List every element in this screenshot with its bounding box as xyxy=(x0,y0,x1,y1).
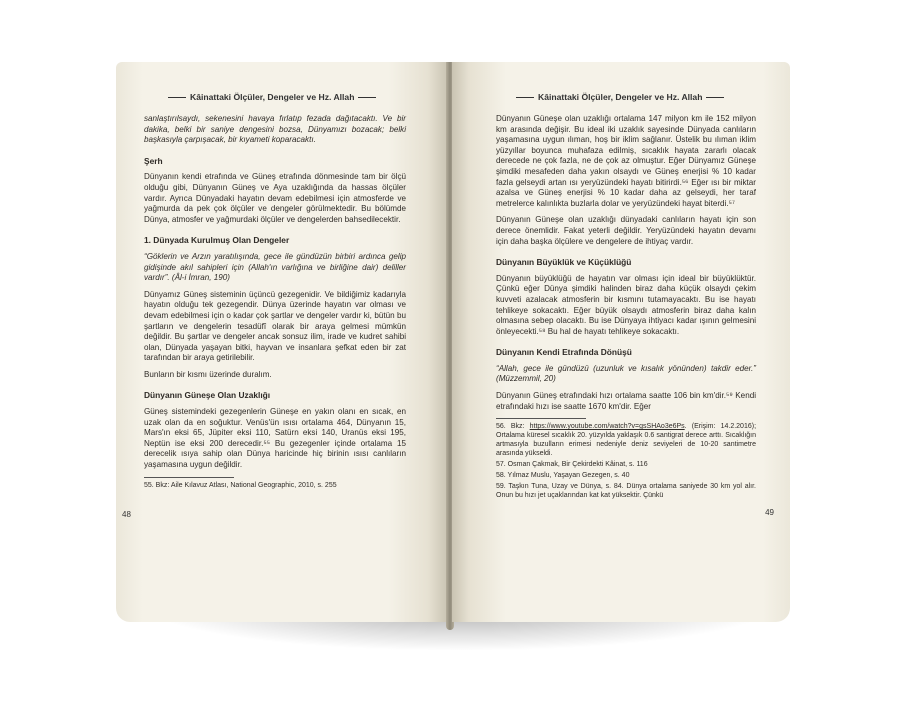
header-rule xyxy=(706,97,724,98)
header-rule xyxy=(516,97,534,98)
paragraph: Bunların bir kısmı üzerinde duralım. xyxy=(144,369,272,379)
open-book xyxy=(116,62,790,630)
paragraph: Dünyanın Güneşe olan uzaklığı ortalama 147 milyon km ile 152 milyon km arasında değişir. Bu ideal iki uzaklık sayesinde Dünyada canlıların yaşamasına uygun ılıman, hoş bir iklim sağlanır. Üstelik bu ılıman iklim yüzyıllar boyunca muhafaza edilmiş, sıcaklık hayata zararlı olacak derecede ne çok fazla, ne de çok az olmuştur. Eğer Dünyamız Güneşe şimdiki mesafeden daha yakın olsaydı ve Güneş enerjisi % 10 kadar fazla gelseydi artan ısı yeryüzündeki hayatı bitirirdi.⁵⁶ Eğer ısı bir miktar azalsa ve Güneş enerjisi % 10 kadar daha az gelseydi, her taraf metrelerce kalınlıkta buzlarla dolar ve yeryüzündeki hayat biterdi.⁵⁷ xyxy=(496,114,756,208)
footnote: 57. Osman Çakmak, Bir Çekirdekti Kâinat, s. 116 xyxy=(496,461,648,469)
paragraph: Dünyanın Güneş etrafındaki hızı ortalama saatte 106 bin km'dir.⁵⁹ Kendi etrafındaki hızı ise saatte 1670 km'dir. Eğer xyxy=(496,391,756,411)
header-text: Kâinattaki Ölçüler, Dengeler ve Hz. Allah xyxy=(190,92,355,102)
quote-paragraph: “Göklerin ve Arzın yaratılışında, gece ile gündüzün birbiri ardınca gelip gidişinde akıl sahipleri için (Allah'ın varlığına ve birliğine dair) deliller vardır”. (Âl-i İmran, 190) xyxy=(144,251,406,283)
footnote: 55. Bkz: Aile Kılavuz Atlası, National Geographic, 2010, s. 255 xyxy=(144,481,337,489)
quote-paragraph: “Allah, gece ile gündüzü (uzunluk ve kısalık yönünden) takdir eder.” (Müzzemmil, 20) xyxy=(496,363,756,384)
paragraph: Dünyanın büyüklüğü de hayatın var olması için ideal bir büyüklüktür. Çünkü eğer Dünya şimdiki halinden biraz daha küçük olsaydı çekim kuvveti azalacak atmosferin bir kısmını tutamayacaktı. Bu ise hayatı tehlikeye sokacaktı. Eğer büyük olsaydı atmosferin biraz daha kalın olmasına sebep olacaktı. Bu ise Dünyaya ihtiyacı kadar ışının gelmesini önleyecekti.⁵⁸ Bu hal de hayatı tehlikeye sokacaktı. xyxy=(496,273,756,336)
header-text: Kâinattaki Ölçüler, Dengeler ve Hz. Allah xyxy=(538,92,703,102)
footnote-rule xyxy=(496,418,586,419)
footnote: 58. Yılmaz Muslu, Yaşayan Gezegen, s. 40 xyxy=(496,472,630,480)
paragraph: sanlaştırılsaydı, sekenesini havaya fırlatıp fezada dağıtacaktı. Ve bir dakika, belki bir saniye dengesini bozsa, Dünyamızı bozacak; belki başkasıyla çarpışacak, bir kıyameti koparacaktı. xyxy=(144,114,406,145)
running-header-right xyxy=(512,92,728,102)
right-page xyxy=(452,62,790,622)
right-text-block xyxy=(496,114,756,502)
page-number: 49 xyxy=(765,508,774,517)
header-rule xyxy=(358,97,376,98)
section-heading: 1. Dünyada Kurulmuş Olan Dengeler xyxy=(144,235,290,246)
paragraph: Güneş sistemindeki gezegenlerin Güneşe en yakın olanı en sıcak, en uzak olan da en soğuktur. Venüs'ün ısısı ortalama 464, Dünyanın 15, Mars'ın eksi 65, Jüpiter eksi 110, Satürn eksi 140, Uranüs eksi 195, Neptün ise eksi 200 derecedir.⁵⁵ Bu gezegenler içinde ortalama 15 derecelik ısıya sahip olan Dünya haricinde hiç birinin ısısı canlıların yaşamasına uygun değildir. xyxy=(144,407,406,470)
paragraph: Dünyamız Güneş sisteminin üçüncü gezegenidir. Ve bildiğimiz kadarıyla hayatın olduğu tek gezegendir. Dünya üzerinde hayatın var olması ve devam edebilmesi için o kadar çok şartlar ve dengeler vardır ki, bütün bu şartların ve dengelerin tesadüfî olarak bir araya gelmesi mümkün değildir. Bu şartlar ve dengeler ancak sonsuz ilim, irade ve kudret sahibi olan, Dünyada yaşayan bitki, hayvan ve insanlara şefkat eden bir zat tarafından bir araya getirilebilir. xyxy=(144,289,406,363)
footnote-suffix: . (Erişim: 14.2.2016); Ortalama küresel sıcaklık 20. yüzyılda yaklaşık 0.6 santigrat derece arttı. Sıcaklığın artmasıyla buzulların erimesi nedeniyle deniz seviyeleri de 10-20 santimetre arasında yükseldi. xyxy=(496,423,757,458)
footnote-rule xyxy=(144,477,234,478)
left-text-block xyxy=(144,114,406,492)
paragraph: Dünyanın kendi etrafında ve Güneş etrafında dönmesinde tam bir ölçü olduğu gibi, Dünyanın Güneş ve Aya uzaklığında da hassas ölçüler vardır. Ayrıca Dünyadaki hayatın devam edebilmesi için atmosferde ve yağmurda da pek çok ölçüler ve dengeler görülmektedir. Bu bölümde Dünya, atmosfer ve yağmurdaki ölçüler ve dengelerden bahsedilecektir. xyxy=(144,172,406,224)
section-heading: Şerh xyxy=(144,155,163,166)
left-page xyxy=(116,62,448,622)
section-heading: Dünyanın Güneşe Olan Uzaklığı xyxy=(144,390,271,401)
footnote xyxy=(496,422,756,458)
footnote: 59. Taşkın Tuna, Uzay ve Dünya, s. 84. Dünya ortalama saniyede 30 km yol alır. Onun bu hızı jet uçaklarından kat kat yüksektir. Çünkü xyxy=(496,483,756,500)
footnote-prefix: 56. Bkz: xyxy=(496,423,530,431)
page-number: 48 xyxy=(122,510,131,519)
header-rule xyxy=(168,97,186,98)
footnote-link[interactable]: https://www.youtube.com/watch?v=gsSHAo3e6Ps xyxy=(529,423,685,431)
running-header-left xyxy=(164,92,380,102)
section-heading: Dünyanın Büyüklük ve Küçüklüğü xyxy=(496,257,632,268)
section-heading: Dünyanın Kendi Etrafında Dönüşü xyxy=(496,347,632,358)
paragraph: Dünyanın Güneşe olan uzaklığı dünyadaki canlıların hayatı için son derece önemlidir. Fakat yeterli değildir. Yeryüzündeki hayatın devamı için daha başka ölçülere ve dengelere de ihtiyaç vardır. xyxy=(496,215,756,246)
